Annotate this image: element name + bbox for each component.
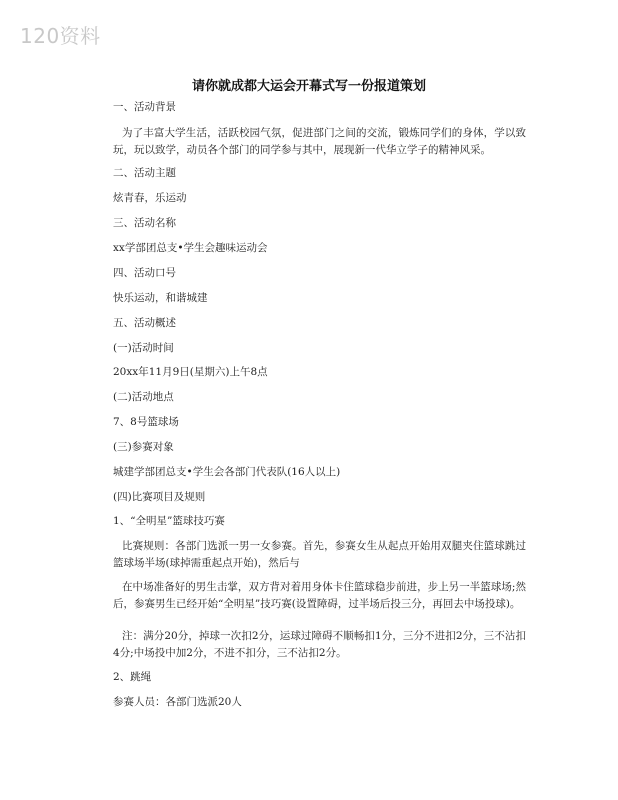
- paragraph: 20xx年11月9日(星期六)上午8点: [113, 366, 268, 378]
- sub-heading: (一)活动时间: [113, 342, 174, 354]
- sub-heading: (四)比赛项目及规则: [113, 491, 206, 503]
- section-heading: 四、活动口号: [113, 267, 176, 279]
- item-heading: 1、“全明星”篮球技巧赛: [113, 515, 225, 527]
- sub-heading: (二)活动地点: [113, 391, 174, 403]
- paragraph: 城建学部团总支•学生会各部门代表队(16人以上): [113, 466, 341, 478]
- paragraph: xx学部团总支•学生会趣味运动会: [113, 242, 268, 254]
- paragraph: 为了丰富大学生活，活跃校园气氛，促进部门之间的交流，锻炼同学们的身体，学以致玩，玩以致学，动员各个部门的同学参与其中，展现新一代华立学子的精神风采。: [113, 127, 526, 156]
- item-heading: 2、跳绳: [113, 671, 152, 683]
- paragraph: 快乐运动，和谐城建: [113, 292, 208, 304]
- section-heading: 一、活动背景: [113, 101, 176, 113]
- paragraph: 比赛规则：各部门选派一男一女参赛。首先，参赛女生从起点开始用双腿夹住篮球跳过篮球场半场(球掉需重起点开始)，然后与: [113, 540, 526, 569]
- section-heading: 五、活动概述: [113, 317, 176, 329]
- paragraph: 参赛人员：各部门选派20人: [113, 696, 242, 708]
- paragraph: 7、8号篮球场: [113, 416, 179, 428]
- sub-heading: (三)参赛对象: [113, 441, 174, 453]
- paragraph: 注：满分20分，掉球一次扣2分，运球过障碍不顺畅扣1分，三分不进扣2分，三不沾扣4分;中场投中加2分，不进不扣分，三不沾扣2分。: [113, 630, 526, 659]
- section-heading: 三、活动名称: [113, 217, 176, 229]
- document-title: 请你就成都大运会开幕式写一份报道策划: [191, 79, 426, 94]
- paragraph: 炫青春，乐运动: [113, 192, 187, 204]
- paragraph: 在中场准备好的男生击掌，双方背对着用身体卡住篮球稳步前进，步上另一半篮球场;然后，参赛男生已经开始“全明星”技巧赛(设置障碍，过半场后投三分，再回去中场投球)。: [113, 581, 526, 610]
- watermark: 120资料: [20, 24, 101, 48]
- section-heading: 二、活动主题: [113, 167, 176, 179]
